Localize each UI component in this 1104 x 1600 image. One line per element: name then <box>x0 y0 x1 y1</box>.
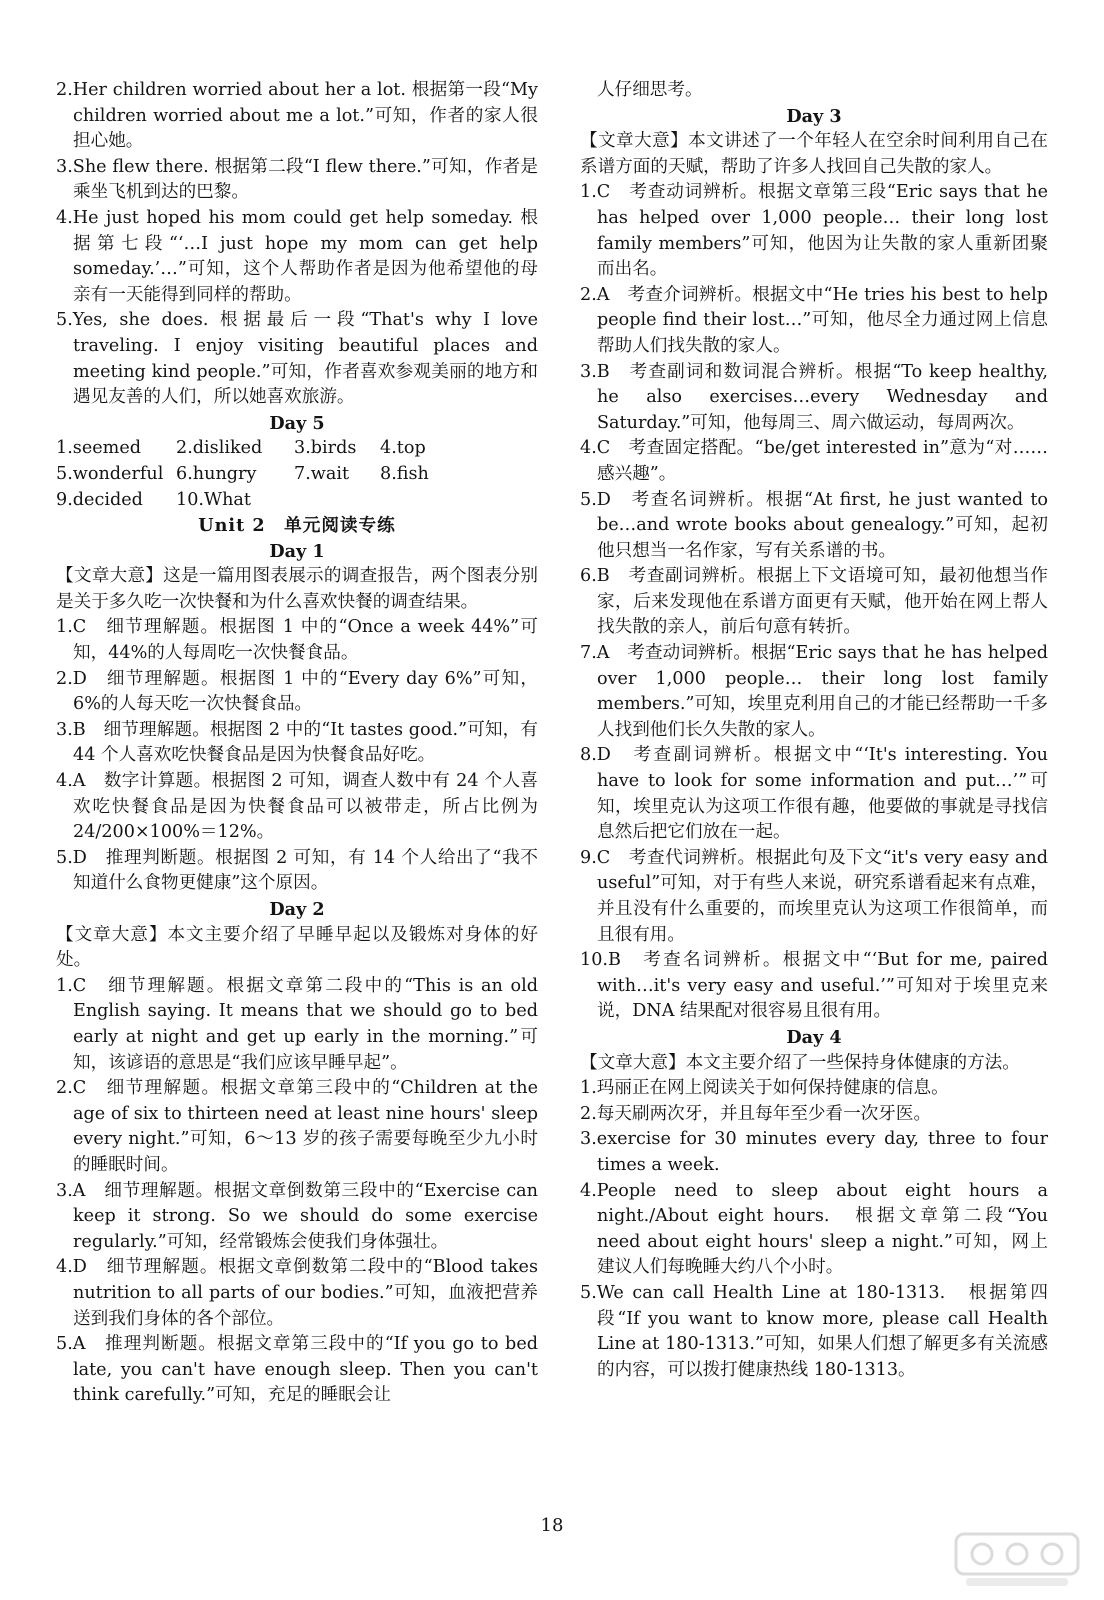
answer-item: 5.We can call Health Line at 180-1313. 根据第四段“If you want to know more, please call Health Line at 180-1313.”可知，如果人们想了解更多有关流感的内容，可以拨打健康热线 180-1313。 <box>580 1282 1048 1380</box>
answer-item: 6.B 考查副词辨析。根据上下文语境可知，最初他想当作家，后来发现他在系谱方面更有天赋，他开始在网上帮人找失散的亲人，前后句意有转折。 <box>580 566 1048 638</box>
answer-item: 2.D 细节理解题。根据图 1 中的“Every day 6%”可知，6%的人每天吃一次快餐食品。 <box>56 668 538 715</box>
answer-item: 8.D 考查副词辨析。根据文中“‘It's interesting. You have to look for some information and put…’”可知，埃里克认为这项工作很有趣，他要做的事就是寻找信息然后把它们放在一起。 <box>580 745 1048 843</box>
answer-item: 2.每天刷两次牙，并且每年至少看一次牙医。 <box>580 1103 932 1124</box>
right-column <box>580 78 1048 1383</box>
day-heading: Day 2 <box>269 899 325 920</box>
answer-item: 5.Yes, she does. 根据最后一段“That's why I love traveling. I enjoy visiting beautiful places and meeting kind people.”可知，作者喜欢参观美丽的地方和遇见友善的人们，所以她喜欢旅游。 <box>56 310 538 408</box>
continuation-text: 人仔细思考。 <box>597 80 703 100</box>
word-answer: 9.decided <box>56 489 143 510</box>
word-answer: 7.wait <box>294 463 350 484</box>
left-column <box>56 78 538 1409</box>
day-heading: Day 4 <box>786 1026 842 1048</box>
answer-item: 2.C 细节理解题。根据文章第三段中的“Children at the age of six to thirteen need at least nine hours' sleep every night.”可知，6～13 岁的孩子需要每晚至少九小时的睡眠时间。 <box>56 1078 538 1175</box>
answer-item: 3.B 考查副词和数词混合辨析。根据“To keep healthy, he also exercises…every Wednesday and Saturday.”可知，他每周三、周六做运动，每周两次。 <box>580 361 1048 433</box>
word-answer: 3.birds <box>294 438 357 459</box>
day-heading: Day 5 <box>269 412 325 434</box>
answer-item: 1.C 细节理解题。根据文章第二段中的“This is an old English saying. It means that we should go to bed early at night and get up early in the morning.”可知，该谚语的意思是“我们应该早睡早起”。 <box>56 975 538 1073</box>
answer-item: 5.A 推理判断题。根据文章第三段中的“If you go to bed late, you can't have enough sleep. Then you can't think carefully.”可知，充足的睡眠会让 <box>56 1334 538 1406</box>
page-number: 18 <box>540 1515 564 1536</box>
article-summary: 【文章大意】本文讲述了一个年轻人在空余时间利用自己在系谱方面的天赋，帮助了许多人找回自己失散的家人。 <box>580 131 1048 177</box>
answer-item: 4.C 考查固定搭配。“be/get interested in”意为“对……感兴趣”。 <box>580 438 1048 484</box>
answer-item: 3.She flew there. 根据第二段“I flew there.”可知，作者是乘坐飞机到达的巴黎。 <box>56 156 538 203</box>
word-answer: 8.fish <box>380 463 429 484</box>
day-heading: Day 3 <box>786 105 842 127</box>
article-summary: 【文章大意】这是一篇用图表展示的调查报告，两个图表分别是关于多久吃一次快餐和为什么喜欢快餐的调查结果。 <box>56 566 538 612</box>
answer-item: 1.C 考查动词辨析。根据文章第三段“Eric says that he has helped over 1,000 people… their long lost family members”可知，他因为让失散的家人重新团聚而出名。 <box>580 182 1048 280</box>
word-answer: 4.top <box>380 438 426 459</box>
answer-item: 10.B 考查名词辨析。根据文中“‘But for me, paired with…it's very easy and useful.’”可知对于埃里克来说，DNA 结果配对很容易且很有用。 <box>580 950 1048 1022</box>
article-summary: 【文章大意】本文主要介绍了早睡早起以及锻炼对身体的好处。 <box>56 924 538 971</box>
answer-item: 1.C 细节理解题。根据图 1 中的“Once a week 44%”可知，44%的人每周吃一次快餐食品。 <box>56 617 538 664</box>
answer-item: 2.A 考查介词辨析。根据文中“He tries his best to help people find their lost…”可知，他尽全力通过网上信息帮助人们找失散的家人。 <box>580 284 1048 356</box>
answer-item: 4.D 细节理解题。根据文章倒数第二段中的“Blood takes nutrition to all parts of our bodies.”可知，血液把营养送到我们身体的各个部位。 <box>56 1257 538 1329</box>
answer-item: 4.People need to sleep about eight hours a night./About eight hours. 根据文章第二段“You need about eight hours' sleep a night.”可知，网上建议人们每晚睡大约八个小时。 <box>580 1180 1048 1278</box>
answer-item: 9.C 考查代词辨析。根据此句及下文“it's very easy and useful”可知，对于有些人来说，研究系谱看起来有点难，并且没有什么重要的，而埃里克认为这项工作很简单，而且很有用。 <box>580 847 1048 945</box>
answer-item: 4.A 数字计算题。根据图 2 可知，调查人数中有 24 个人喜欢吃快餐食品是因为快餐食品可以被带走，所占比例为 24/200×100%＝12%。 <box>56 771 538 843</box>
word-answer: 6.hungry <box>176 463 257 484</box>
answer-item: 7.A 考查动词辨析。根据“Eric says that he has helped over 1,000 people… their long lost family members.”可知，埃里克利用自己的才能已经帮助一千多人找到他们长久失散的家人。 <box>580 643 1048 740</box>
answer-item: 5.D 考查名词辨析。根据“At first, he just wanted to be…and wrote books about genealogy.”可知，起初他只想当一名作家，写有关系谱的书。 <box>580 489 1048 561</box>
answer-item: 3.A 细节理解题。根据文章倒数第三段中的“Exercise can keep it strong. So we should do some exercise regularly.”可知，经常锻炼会使我们身体强壮。 <box>56 1180 538 1252</box>
word-answer: 10.What <box>176 489 251 510</box>
word-answer: 5.wonderful <box>56 463 164 484</box>
article-summary: 【文章大意】本文主要介绍了一些保持身体健康的方法。 <box>580 1052 1020 1073</box>
unit-heading: Unit 2 单元阅读专练 <box>198 515 396 537</box>
word-answer: 2.disliked <box>176 438 263 459</box>
answer-site-watermark-icon <box>952 1528 1082 1592</box>
answer-item: 3.B 细节理解题。根据图 2 中的“It tastes good.”可知，有 44 个人喜欢吃快餐食品是因为快餐食品好吃。 <box>56 719 538 766</box>
answer-item: 1.玛丽正在网上阅读关于如何保持健康的信息。 <box>580 1078 949 1099</box>
answer-item: 2.Her children worried about her a lot. 根据第一段“My children worried about me a lot.”可知，作者的家人很担心她。 <box>56 80 538 152</box>
word-answer: 1.seemed <box>56 438 141 459</box>
answer-item: 4.He just hoped his mom could get help someday. 根据第七段“‘…I just hope my mom can get help someday.’…”可知，这个人帮助作者是因为他希望他的母亲有一天能得到同样的帮助。 <box>56 207 538 305</box>
answer-item: 5.D 推理判断题。根据图 2 可知，有 14 个人给出了“我不知道什么食物更健康”这个原因。 <box>56 847 538 894</box>
answer-item: 3.exercise for 30 minutes every day, three to four times a week. <box>580 1129 1048 1175</box>
day-heading: Day 1 <box>269 540 325 562</box>
word-answer-grid <box>56 436 538 513</box>
